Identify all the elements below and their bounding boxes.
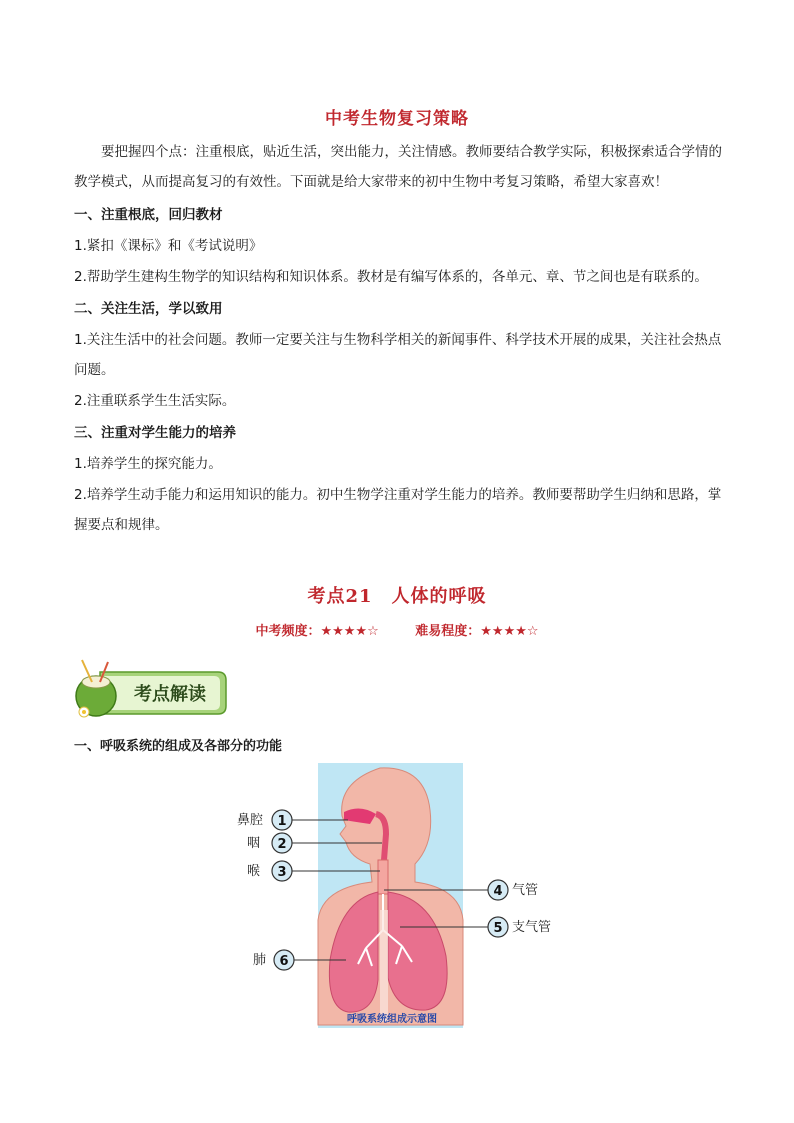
- section-3-heading: 三、注重对学生能力的培养: [74, 425, 236, 441]
- coconut-icon: [76, 660, 116, 717]
- svg-text:2: 2: [277, 837, 287, 852]
- larynx-trachea-shape: [378, 860, 388, 894]
- rating-line: [0, 620, 794, 639]
- section-2-item-1: 1.关注生活中的社会问题。教师一定要关注与生物科学相关的新闻事件、科学技术开展的成果，关注社会热点问题。: [74, 332, 722, 378]
- section-banner: [70, 658, 230, 722]
- section-1-item-2: 2.帮助学生建构生物学的知识结构和知识体系。教材是有编写体系的，各单元、章、节之间也是有联系的。: [74, 269, 708, 285]
- svg-text:肺: 肺: [253, 953, 267, 968]
- doc-title: 中考生物复习策略: [325, 109, 469, 129]
- intro-paragraph: 要把握四个点：注重根底，贴近生活，突出能力，关注情感。教师要结合教学实际，积极探索适合学情的教学模式，从而提高复习的有效性。下面就是给大家带来的初中生物中考复习策略，希望大家喜欢！: [74, 144, 722, 190]
- svg-text:喉: 喉: [247, 864, 261, 879]
- svg-text:咽: 咽: [247, 836, 261, 851]
- svg-text:支气管: 支气管: [512, 920, 552, 935]
- svg-text:3: 3: [277, 865, 287, 880]
- banner-label: 考点解读: [134, 684, 206, 705]
- section-3-item-1: 1.培养学生的探究能力。: [74, 456, 222, 472]
- diagram-caption: 呼吸系统组成示意图: [347, 1014, 437, 1025]
- topic-title: 考点21 人体的呼吸: [307, 586, 487, 607]
- respiratory-diagram: [220, 760, 580, 1030]
- section-1-item-1: 1.紧扣《课标》和《考试说明》: [74, 238, 263, 254]
- svg-text:4: 4: [493, 884, 503, 899]
- section-2-item-2: 2.注重联系学生生活实际。: [74, 393, 236, 409]
- figure-section-heading: 一、呼吸系统的组成及各部分的功能: [74, 739, 283, 754]
- svg-text:6: 6: [279, 954, 289, 969]
- svg-text:1: 1: [277, 814, 287, 829]
- svg-text:气管: 气管: [512, 883, 539, 898]
- svg-text:5: 5: [493, 921, 503, 936]
- section-3-item-2: 2.培养学生动手能力和运用知识的能力。初中生物学注重对学生能力的培养。教师要帮助学生归纳和思路，掌握要点和规律。: [74, 487, 722, 533]
- section-2-heading: 二、关注生活，学以致用: [74, 301, 223, 317]
- difficulty-rating: 难易程度：★★★★☆: [415, 624, 539, 639]
- frequency-rating: 中考频度：★★★★☆: [255, 624, 379, 639]
- svg-text:鼻腔: 鼻腔: [237, 813, 264, 828]
- section-1-heading: 一、注重根底，回归教材: [74, 207, 223, 223]
